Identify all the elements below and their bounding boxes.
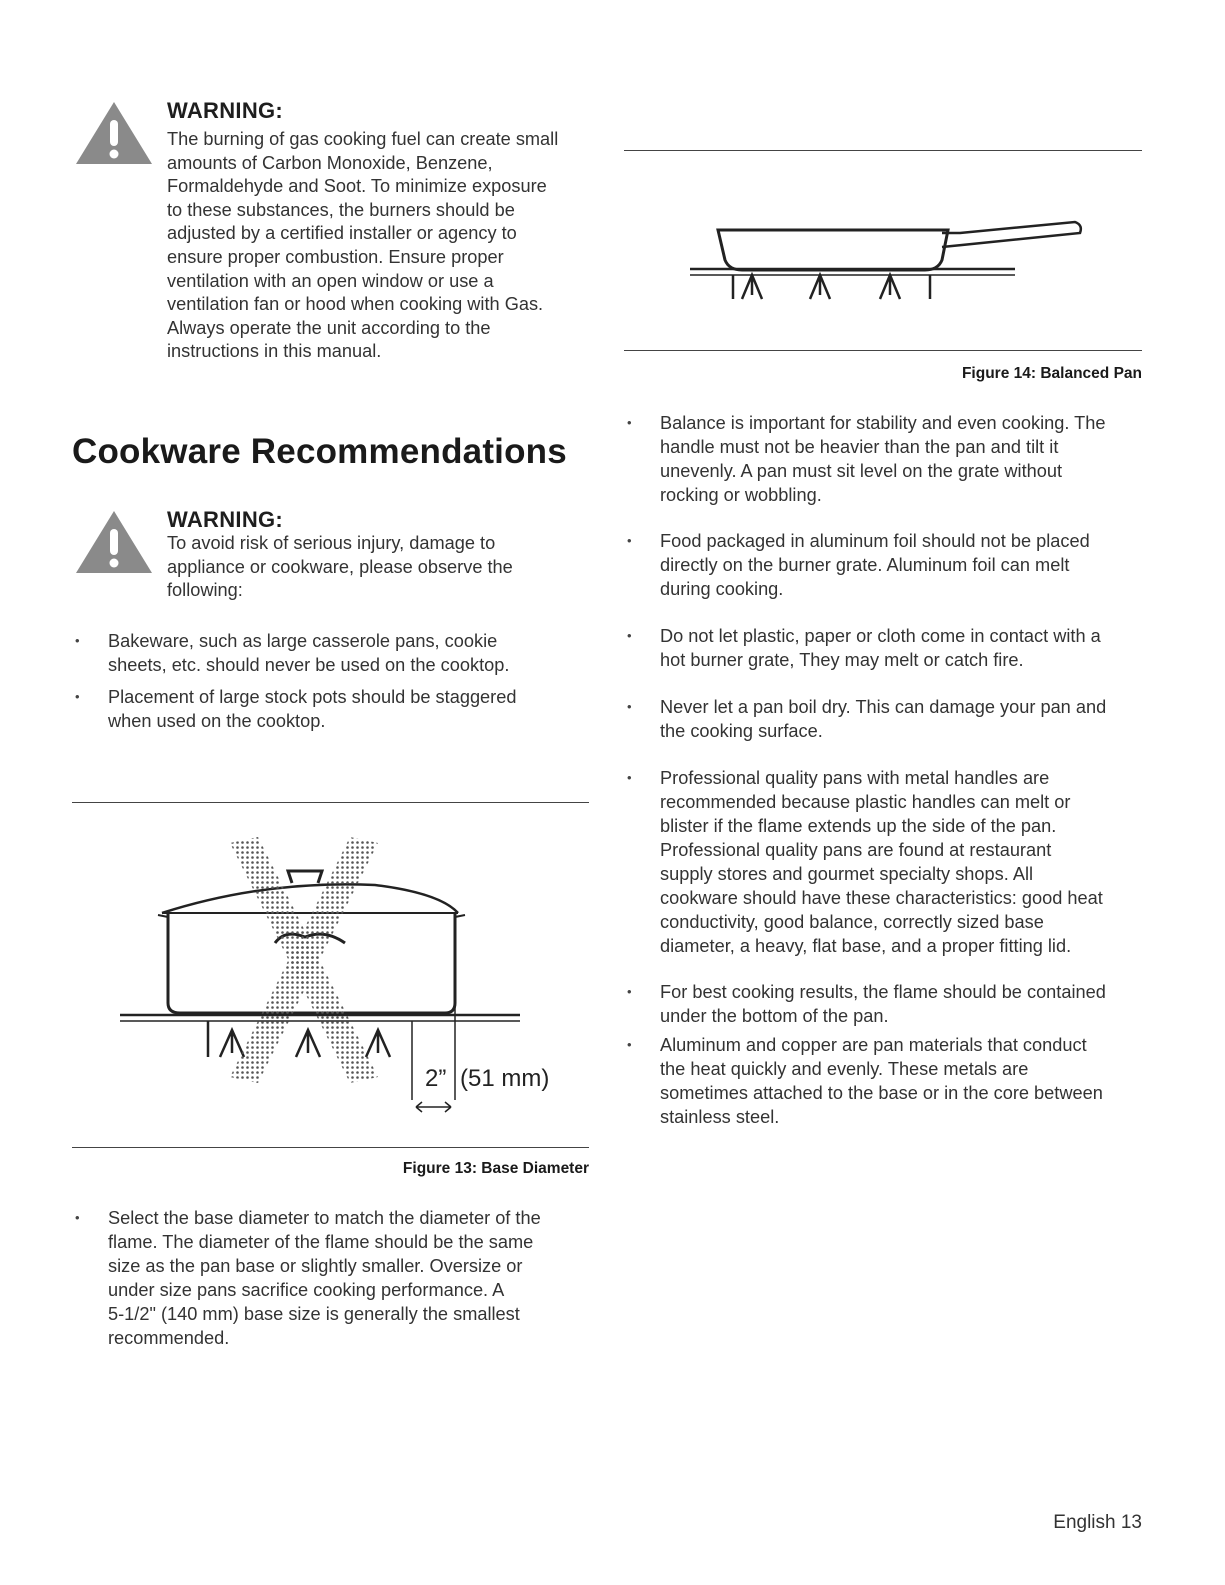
bullet-line: when used on the cooktop. <box>108 711 326 731</box>
bullet-line: unevenly. A pan must sit level on the grate without <box>660 461 1063 481</box>
bullet-item <box>624 766 1164 958</box>
bullet-line: conductivity, good balance, correctly sized base <box>660 912 1044 932</box>
warning-title: WARNING: <box>167 507 284 532</box>
bullet-line: • Food packaged in aluminum foil should not be placed <box>660 531 1090 551</box>
warning-text-line: following: <box>167 580 243 601</box>
warning-text <box>167 128 607 364</box>
bullet-line: rocking or wobbling. <box>660 485 822 505</box>
warning-text-line: instructions in this manual. <box>167 341 382 362</box>
bullet-item <box>72 685 592 733</box>
bullet-group <box>624 695 1164 743</box>
bullet-group <box>624 1033 1164 1129</box>
bullet-group <box>624 411 1164 507</box>
warning-title: WARNING: <box>167 98 284 123</box>
bullet-line: • Aluminum and copper are pan materials that conduct <box>660 1035 1087 1055</box>
figure13-caption: Figure 13: Base Diameter <box>402 1160 589 1177</box>
bullet-line: under size pans sacrifice cooking performance. A <box>108 1280 505 1300</box>
bullet-line: recommended because plastic handles can melt or <box>660 792 1071 812</box>
warning-text-line: To avoid risk of serious injury, damage to <box>167 533 496 553</box>
bullet-group <box>624 980 1164 1028</box>
bullet-line: handle must not be heavier than the pan and tilt it <box>660 437 1059 457</box>
warning-section <box>74 507 594 607</box>
bullet-line: flame. The diameter of the flame should be the same <box>108 1232 534 1252</box>
bullet-line: Professional quality pans are found at restaurant <box>660 840 1052 860</box>
bullet-line: the heat quickly and evenly. These metals are <box>660 1059 1029 1079</box>
warning-text-line: ensure proper combustion. Ensure proper <box>167 246 504 267</box>
figure13-bottom-rule <box>72 1147 589 1148</box>
bullet-line: sometimes attached to the base or in the core between <box>660 1083 1103 1103</box>
bullet-line: • Balance is important for stability and even cooking. The <box>660 413 1106 433</box>
warning-text-line: to these substances, the burners should be <box>167 199 515 220</box>
warning-text-line: appliance or cookware, please observe the <box>167 556 513 577</box>
bullet-item <box>624 1033 1164 1129</box>
bullet-line: 5-1/2" (140 mm) base size is generally the smallest <box>108 1304 520 1324</box>
bullet-item <box>624 980 1164 1028</box>
bullet-line: recommended. <box>108 1328 230 1348</box>
warning-top <box>74 98 594 378</box>
bullet-item <box>624 695 1164 743</box>
bullet-line: size as the pan base or slightly smaller. Oversize or <box>108 1256 523 1276</box>
bullet-line: stainless steel. <box>660 1107 780 1127</box>
warning-text <box>167 532 607 603</box>
bullet-item <box>624 411 1164 507</box>
warning-text-line: Formaldehyde and Soot. To minimize exposure <box>167 176 547 197</box>
bullet-line: • Professional quality pans with metal handles are <box>660 768 1050 788</box>
bullet-item <box>72 629 592 677</box>
bullet-line: • Bakeware, such as large casserole pans, cookie <box>108 631 498 651</box>
warning-text-line: ventilation with an open window or use a <box>167 270 494 291</box>
bullet-group <box>624 766 1164 958</box>
figure14-caption: Figure 14: Balanced Pan <box>961 365 1142 382</box>
bullet-line: sheets, etc. should never be used on the cooktop. <box>108 655 510 675</box>
bullet-line: • Placement of large stock pots should be staggered <box>108 687 517 707</box>
bullet-item <box>72 1206 592 1350</box>
bullet-line: supply stores and gourmet specialty shops. All <box>660 864 1034 884</box>
bullet-item <box>624 624 1164 672</box>
bullet-item <box>624 529 1164 601</box>
bullet-group <box>624 624 1164 672</box>
dimension-inches: 2” <box>425 1065 447 1092</box>
bullet-line: • Select the base diameter to match the diameter of the <box>108 1208 541 1228</box>
bullet-line: diameter, a heavy, flat base, and a proper fitting lid. <box>660 936 1072 956</box>
warning-triangle-icon <box>74 507 154 577</box>
figure13-top-rule <box>72 802 589 803</box>
bullet-line: • For best cooking results, the flame should be contained <box>660 982 1106 1002</box>
bullet-line: blister if the flame extends up the side of the pan. <box>660 816 1057 836</box>
left-bullet-list-bottom <box>72 1206 592 1350</box>
bullet-group <box>624 529 1164 601</box>
bullet-line: • Do not let plastic, paper or cloth come in contact with a <box>660 626 1101 646</box>
warning-text-line: The burning of gas cooking fuel can create small <box>167 129 559 149</box>
bullet-line: directly on the burner grate. Aluminum foil can melt <box>660 555 1070 575</box>
page-number: English 13 <box>1053 1512 1142 1533</box>
figure14-bottom-rule <box>624 350 1142 351</box>
bullet-line: cookware should have these characteristics: good heat <box>660 888 1103 908</box>
bullet-line: • Never let a pan boil dry. This can damage your pan and <box>660 697 1107 717</box>
bullet-line: under the bottom of the pan. <box>660 1006 889 1026</box>
warning-triangle-icon <box>74 98 154 168</box>
warning-text-line: adjusted by a certified installer or agency to <box>167 223 517 244</box>
section-title: Cookware Recommendations <box>72 432 567 471</box>
bullet-line: hot burner grate, They may melt or catch fire. <box>660 650 1024 670</box>
warning-text-line: amounts of Carbon Monoxide, Benzene, <box>167 152 493 173</box>
left-bullet-list <box>72 629 592 733</box>
bullet-line: during cooking. <box>660 579 784 599</box>
warning-text-line: ventilation fan or hood when cooking with Gas. <box>167 294 544 315</box>
figure14-top-rule <box>624 150 1142 151</box>
warning-text-line: Always operate the unit according to the <box>167 317 491 338</box>
dimension-mm: (51 mm) <box>460 1065 550 1092</box>
bullet-line: the cooking surface. <box>660 721 823 741</box>
balanced-pan-illustration <box>680 205 1100 315</box>
